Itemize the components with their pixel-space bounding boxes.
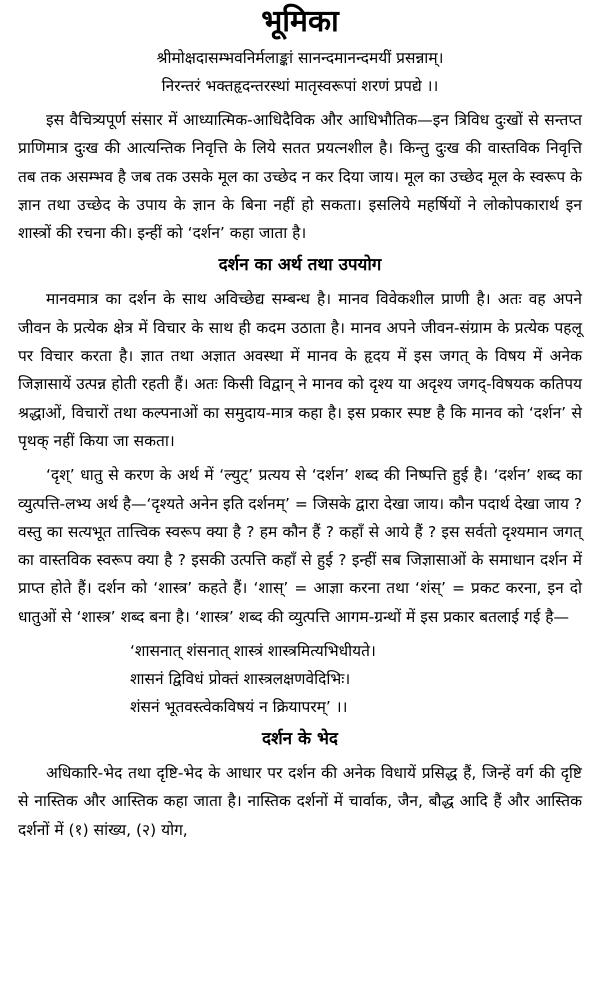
section-heading-meaning: दर्शन का अर्थ तथा उपयोग — [218, 255, 382, 276]
invocation-verse — [18, 44, 582, 100]
intro-paragraph: इस वैचित्र्यपूर्ण संसार में आध्यात्मिक-आधिदैविक और आधिभौतिक—इन त्रिविध दुःखों से सन्तप्त प्राणिमात्र दुःख की आत्यन्तिक निवृत्ति के लिये सतत प्रयत्नशील है। किन्तु दुःख की वास्तविक निवृत्ति तब तक असम्भव है जब तक उसके मूल का उच्छेद न कर दिया जाय। मूल का उच्छेद मूल के स्वरूप के ज्ञान तथा उच्छेद के उपाय के ज्ञान के बिना नहीं हो सकता। इसलिये महर्षियों ने लोकोपकारार्थ इन शास्त्रों की रचना की। इन्हीं को ‘दर्शन’ कहा जाता है। — [18, 111, 582, 243]
invocation-line-1: श्रीमोक्षदासम्भवनिर्मलाङ्कां सानन्दमानन्दमयीं प्रसन्नाम्। — [156, 49, 444, 67]
shloka-line-2: शासनं द्विविधं प्रोक्तं शास्त्रलक्षणवेदिभिः। — [130, 670, 351, 689]
meaning-paragraph-2: ‘दृश्’ धातु से करण के अर्थ में ‘ल्युट्’ प्रत्यय से ‘दर्शन’ शब्द की निष्पत्ति हुई है। ‘दर्शन’ शब्द का व्युत्पत्ति-लभ्य अर्थ है—‘दृश्यते अनेन इति दर्शनम्’ = जिसके द्वारा देखा जाय। कौन पदार्थ देखा जाय ? वस्तु का सत्यभूत तात्त्विक स्वरूप क्या है ? हम कौन हैं ? कहाँ से आये हैं ? इस सर्वतो दृश्यमान जगत् का वास्तविक स्वरूप क्या है ? इसकी उत्पत्ति कहाँ से हुई ? इन्हीं सब जिज्ञासाओं के समाधान दर्शन में प्राप्त होते हैं। दर्शन को ‘शास्त्र’ कहते हैं। ‘शास्’ = आज्ञा करना तथा ‘शंस्’ = प्रकट करना, इन दो धातुओं से ‘शास्त्र’ शब्द बना है। ‘शास्त्र’ शब्द की व्युत्पत्ति आगम-ग्रन्थों में इस प्रकार बतलाई गई है— — [18, 466, 582, 626]
meaning-paragraph-1: मानवमात्र का दर्शन के साथ अविच्छेद्य सम्बन्ध है। मानव विवेकशील प्राणी है। अतः वह अपने जीवन के प्रत्येक क्षेत्र में विचार के साथ ही कदम उठाता है। मानव अपने जीवन-संग्राम के प्रत्येक पहलू पर विचार करता है। ज्ञात तथा अज्ञात अवस्था में मानव के हृदय में इस जगत् के विषय में अनेक जिज्ञासायें उत्पन्न होती रहती हैं। अतः किसी विद्वान् ने मानव को दृश्य या अदृश्य जगद्-विषयक कतिपय श्रद्धाओं, विचारों तथा कल्पनाओं का समुदाय-मात्र कहा है। इस प्रकार स्पष्ट है कि मानव को ‘दर्शन’ से पृथक् नहीं किया जा सकता। — [18, 290, 582, 450]
shastra-shloka — [130, 637, 582, 721]
section-heading-types: दर्शन के भेद — [262, 729, 338, 750]
invocation-line-2: निरन्तरं भक्तहृदन्तरस्थां मातृस्वरूपां शरणं प्रपद्ये ।। — [161, 77, 439, 95]
types-paragraph-1: अधिकारि-भेद तथा दृष्टि-भेद के आधार पर दर्शन की अनेक विधायें प्रसिद्ध हैं, जिन्हें वर्ग की दृष्टि से नास्तिक और आस्तिक कहा जाता है। नास्तिक दर्शनों में चार्वाक, जैन, बौद्ध आदि हैं और आस्तिक दर्शनों में (१) सांख्य, (२) योग, — [18, 764, 582, 839]
shloka-line-1: ‘शासनात् शंसनात् शास्त्रं शास्त्रमित्यभिधीयते। — [130, 642, 376, 661]
shloka-line-3: शंसनं भूतवस्त्वेकविषयं न क्रियापरम्’ ।। — [130, 698, 348, 717]
page-title: भूमिका — [261, 4, 339, 39]
